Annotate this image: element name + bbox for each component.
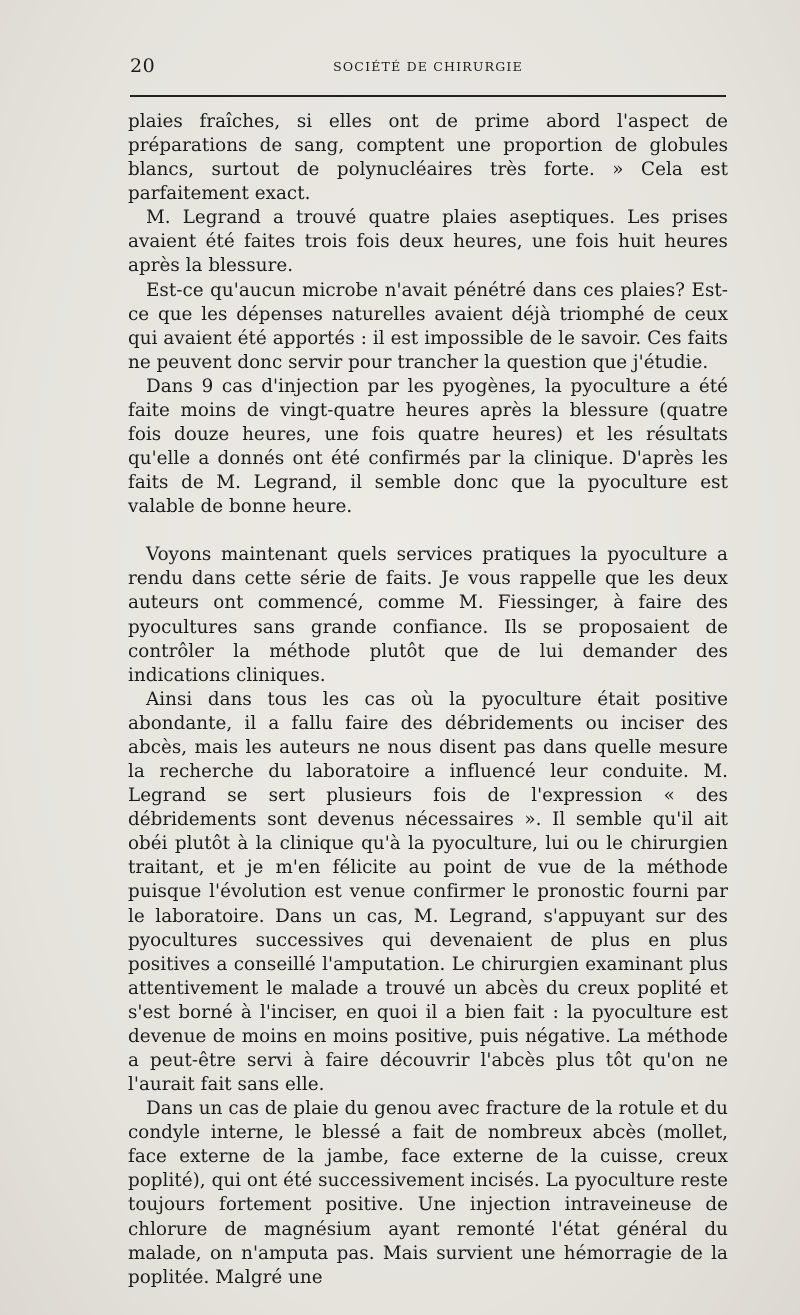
paragraph-7: Dans un cas de plaie du genou avec fracture de la rotule et du condyle interne, le blessé a fait de nombreux abcès (mollet, face externe de la jambe, face externe de la cuisse, creux poplité), qui ont été successivement incisés. La pyoculture reste toujours fortement positive. Une injection intraveineuse de chlorure de magnésium ayant remonté l'état général du malade, on n'amputa pas. Mais survient une hémorragie de la poplitée. Malgré une <box>128 1098 728 1288</box>
header-rule <box>130 95 726 97</box>
running-title: SOCIÉTÉ DE CHIRURGIE <box>333 59 523 74</box>
page-number: 20 <box>130 55 156 77</box>
paragraph-6: Ainsi dans tous les cas où la pyoculture était positive abondante, il a fallu faire des débridements ou inciser des abcès, mais les auteurs ne nous disent pas dans quelle mesure la recherche du laboratoire a influencé leur conduite. M. Legrand se sert plusieurs fois de l'expression « des débridements sont devenus nécessaires ». Il semble qu'il ait obéi plutôt à la clinique qu'à la pyoculture, lui ou le chirurgien traitant, et je m'en félicite au point de vue de la méthode puisque l'évolution est venue confirmer le pronostic fourni par le laboratoire. Dans un cas, M. Legrand, s'appuyant sur des pyocultures successives qui devenaient de plus en plus positives a conseillé l'amputation. Le chirurgien examinant plus attentivement le malade a trouvé un abcès du creux poplité et s'est borné à l'inciser, en quoi il a bien fait : la pyoculture est devenue de moins en moins positive, puis négative. La méthode a peut-être servi à faire découvrir l'abcès plus tôt qu'on ne l'aurait fait sans elle. <box>128 688 728 1096</box>
running-head <box>130 55 726 81</box>
paragraph-1: plaies fraîches, si elles ont de prime abord l'aspect de préparations de sang, comptent une proportion de globules blancs, surtout de polynucléaires très forte. » Cela est parfaitement exact. <box>128 111 728 205</box>
paragraph-2: M. Legrand a trouvé quatre plaies aseptiques. Les prises avaient été faites trois fois deux heures, une fois huit heures après la blessure. <box>128 207 728 277</box>
paragraph-4: Dans 9 cas d'injection par les pyogènes, la pyoculture a été faite moins de vingt-quatre heures après la blessure (quatre fois douze heures, une fois quatre heures) et les résultats qu'elle a donnés ont été confirmés par la clinique. D'après les faits de M. Legrand, il semble donc que la pyoculture est valable de bonne heure. <box>128 375 728 518</box>
paragraph-5: Voyons maintenant quels services pratiques la pyoculture a rendu dans cette série de faits. Je vous rappelle que les deux auteurs ont commencé, comme M. Fiessinger, à faire des pyocultures sans grande confiance. Ils se proposaient de contrôler la méthode plutôt que de lui demander des indications cliniques. <box>128 544 728 686</box>
body-text <box>128 110 728 1290</box>
paragraph-3: Est-ce qu'aucun microbe n'avait pénétré dans ces plaies? Est-ce que les dépenses naturelles avaient déjà triomphé de ceux qui avaient été apportés : il est impossible de le savoir. Ces faits ne peuvent donc servir pour trancher la question que j'étudie. <box>128 279 728 373</box>
